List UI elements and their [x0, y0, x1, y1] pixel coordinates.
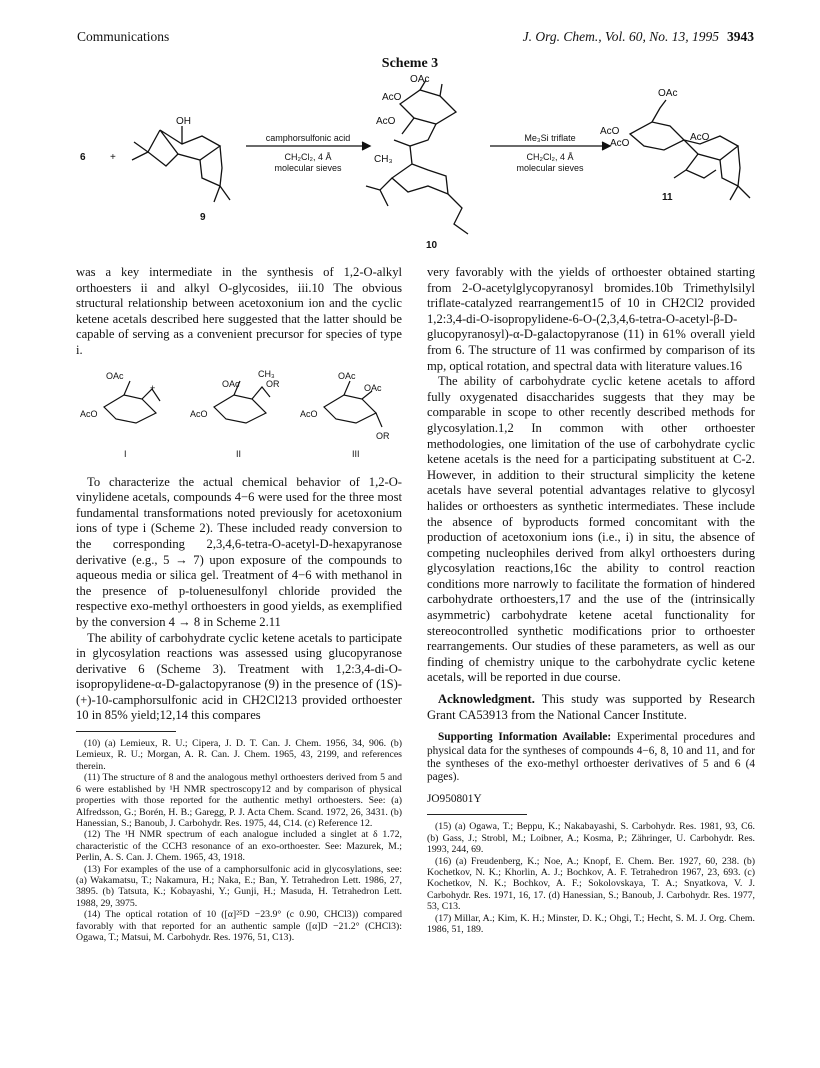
struct-iii-oac2: OAc	[364, 382, 382, 393]
compound-11-structure	[630, 100, 750, 200]
footnote-17: (17) Millar, A.; Kim, K. H.; Minster, D. K.; Ohgi, T.; Hecht, S. M. J. Org. Chem. 1986, 51, 189.	[427, 912, 755, 936]
scheme-ch3-10: CH₃	[374, 154, 393, 165]
ring-ii	[214, 395, 266, 423]
scheme-aco-10b: AcO	[376, 116, 396, 127]
left-paragraph-3: The ability of carbohydrate cyclic ketene acetals to participate in glycosylation reactions was assessed using glucopyranose derivative 6 (Scheme 3). Treatment with 1,2:3,4-di-O-isopropylidene-α-D-galactopyranose (9) in the presence of (1S)-(+)-10-camphorsulfonic acid in CH2Cl213 provided orthoester 10 in 85% yield;12,14 this compares	[76, 630, 402, 723]
scheme-oac-11: OAc	[658, 88, 678, 99]
scheme-aco-10a: AcO	[382, 92, 402, 103]
ring-i	[104, 395, 156, 423]
scheme-label-11: 11	[662, 192, 673, 203]
struct-ii-or: OR	[266, 378, 280, 389]
structures-i-ii-iii	[76, 367, 402, 465]
struct-ii-ch3: CH₃	[258, 368, 275, 379]
running-header-section: Communications	[77, 29, 170, 44]
struct-label-ii: II	[236, 448, 242, 459]
struct-label-iii: III	[352, 448, 360, 459]
footnote-14: (14) The optical rotation of 10 ([α]²⁵D −23.9° (c 0.90, CHCl3)) compared favorably with that reported for an authentic sample ([α]D −21.2° (CHCl3): Ogawa, T.; Matsui, M. Carbohydr. Res. 1976, 51, C13).	[76, 909, 402, 943]
conditions-2a: CH₂Cl₂, 4 Å	[526, 152, 574, 162]
scheme-label-10: 10	[426, 240, 438, 251]
footnote-rule-left	[76, 731, 176, 732]
struct-i-oac: OAc	[106, 370, 124, 381]
scheme-aco-11c: AcO	[690, 132, 710, 143]
page-number: 3943	[727, 29, 754, 44]
right-column	[427, 265, 755, 936]
compound-9-structure	[132, 126, 230, 202]
scheme-aco-11a: AcO	[600, 126, 620, 137]
left-paragraph-2: To characterize the actual chemical behavior of 1,2-O-vinylidene acetals, compounds 4−6 were used for the three most fundamental transformations noted previously for acetoxonium ions of type i (Scheme 2). These included ready conversion to the corresponding 2,3,4,6-tetra-O-acetyl-D-hexapyranose derivative (e.g., 5 → 7) upon exposure of the compounds to aqueous media or silica gel. Treatment of 4−6 with methanol in the presence of p-toluenesulfonyl chloride provided the respective exo-methyl orthoesters in good yields, as exemplified by the conversion 4 → 8 in Scheme 2.11	[76, 474, 402, 629]
supporting-info-text: Experimental procedures and physical data for the syntheses of compounds 4−6, 8, 10 and 11, and for the syntheses of the exo-methyl orthoester derivatives of 5 and 6 (4 pages).	[427, 731, 755, 784]
struct-i-aco: AcO	[80, 408, 98, 419]
reagent-csa: camphorsulfonic acid	[265, 133, 351, 143]
struct-iii-aco: AcO	[300, 408, 318, 419]
conditions-1b: molecular sieves	[274, 163, 342, 173]
struct-iii-oac: OAc	[338, 370, 356, 381]
footnotes-right	[427, 821, 755, 935]
footnote-13: (13) For examples of the use of a camphorsulfonic acid in glycosylations, see: (a) Wakamatsu, T.; Nakamura, H.; Naka, E.; Ban, Y. Tetrahedron Lett. 1986, 27, 3895. (b) Tatsuta, K.; Kobayashi, Y.; Gunji, H.; Masuda, H. Tetrahedron Lett. 1988, 29, 3975.	[76, 863, 402, 909]
footnote-12: (12) The ¹H NMR spectrum of each analogue included a singlet at δ 1.72, characteristic of the CCH3 resonance of an exo-orthoester. See: Mazurek, M.; Perlin, A. S. Can. J. Chem. 1965, 43, 1918.	[76, 829, 402, 864]
conditions-2b: molecular sieves	[516, 163, 584, 173]
struct-ii-oac: OAc	[222, 378, 240, 389]
left-paragraph-1: was a key intermediate in the synthesis of 1,2-O-alkyl orthoesters ii and alkyl O-glycosides, iii.10 The obvious structural relationship between acetoxonium ion and the cyclic ketene acetals described here suggested that the latter should be capable of serving as a convenient precursor for species of type i.	[76, 265, 402, 357]
footnotes-left	[76, 738, 402, 943]
struct-label-i: I	[124, 448, 127, 459]
acknowledgment-text: This study was supported by Research Grant CA53913 from the National Cancer Institute.	[427, 692, 755, 722]
right-paragraph-1: very favorably with the yields of orthoester obtained starting from 2-O-acetylglycopyranosyl bromides.10b Trimethylsilyl triflate-catalyzed rearrangement15 of 10 in CH2Cl2 provided 1,2:3,4-di-O-isopropylidene-6-O-(2,3,4,6-tetra-O-acetyl-β-D-glucopyranosyl)-α-D-galactopyranose (11) in 61% overall yield from 6. The structure of 11 was confirmed by comparison of its mp, optical rotation, and spectral data with literature values.16	[427, 265, 755, 373]
supporting-information	[427, 731, 755, 785]
scheme-label-9: 9	[200, 212, 206, 223]
manuscript-code: JO950801Y	[427, 792, 482, 805]
reagent-tmsotf: Me₃Si triflate	[524, 133, 576, 143]
journal-citation: J. Org. Chem., Vol. 60, No. 13, 1995	[522, 29, 719, 44]
scheme-oac-10: OAc	[410, 74, 430, 85]
scheme-3-figure	[70, 74, 760, 254]
conditions-1a: CH₂Cl₂, 4 Å	[284, 152, 332, 162]
acknowledgment-heading: Acknowledgment.	[438, 692, 535, 707]
footnote-15: (15) (a) Ogawa, T.; Beppu, K.; Nakabayashi, S. Carbohydr. Res. 1981, 93, C6. (b) Gass, J.; Strobl, M.; Loibner, A.; Kosma, P.; Zähringer, U. Carbohydr. Res. 1993, 244, 69.	[427, 821, 755, 856]
scheme-title: Scheme 3	[381, 56, 439, 71]
left-column	[76, 265, 402, 943]
scheme-oh: OH	[176, 116, 191, 127]
footnote-rule-right	[427, 814, 527, 815]
scheme-plus: +	[110, 152, 116, 163]
ring-iii	[324, 395, 376, 423]
running-header-journal	[523, 29, 754, 45]
scheme-label-6: 6	[80, 152, 86, 163]
acknowledgment	[427, 692, 755, 723]
struct-ii-aco: AcO	[190, 408, 208, 419]
scheme-aco-11b: AcO	[610, 138, 630, 149]
struct-iii-or: OR	[376, 430, 390, 441]
supporting-info-heading: Supporting Information Available:	[438, 731, 612, 744]
footnote-10: (10) (a) Lemieux, R. U.; Cipera, J. D. T. Can. J. Chem. 1956, 34, 906. (b) Lemieux, R. U.; Morgan, A. R. Can. J. Chem. 1965, 43, 2199, and references therein.	[76, 738, 402, 772]
footnote-16: (16) (a) Freudenberg, K.; Noe, A.; Knopf, E. Chem. Ber. 1927, 60, 238. (b) Kochetkov, N. K.; Khorlin, A. J.; Bochkov, A. F. Tetrahedron 1967, 23, 693. (c) Kochetkov, N. K.; Bochkov, A. F.; Sokolovskaya, T. A.; Snyatkova, V. J. Carbohydr. Res. 1971, 16, 17. (d) Hanessian, S.; Banoub, J. Carbohydr. Res. 1977, 53, C13.	[427, 855, 755, 913]
struct-i-plus: +	[150, 382, 156, 393]
right-paragraph-2: The ability of carbohydrate cyclic ketene acetals to afford fully oxygenated disaccharides suggests that they may be comparable in scope to other recently described methods for glycosylation.1,2 In common with other orthoester methodologies, one limitation of the use of carbohydrate cyclic ketene acetals is the need for a participating substituent at C-2. However, in addition to their structural simplicity the ketene acetals have several potential advantages relative to glycosyl halides or orthoesters as synthetic intermediates. These include the absence of byproducts formed concomitant with the production of acetoxonium ions (i.e., i) in situ, the absence of competing nucleophiles derived from alkyl orthoesters during glycosylation reactions,16c the ability to control reaction conditions more narrowly to facilitate the formation of hindered carbohydrate orthoesters,17 and the use of the (intrinsically asymmetric) carbohydrate ketene acetal functionality for stereocontrolled synthetic modifications prior to orthoester rearrangements. Our studies of these parameters, as well as our finding of chemistry unique to the carbohydrate cyclic ketene acetals, will be reported in due course.	[427, 374, 755, 685]
footnote-11: (11) The structure of 8 and the analogous methyl orthoesters derived from 5 and 6 were established by ¹H NMR spectroscopy12 and by comparison of physical properties with those reported for the authentic methyl orthoesters. See: (a) Alfredsson, G.; Borén, H. B.; Garegg, P. J. Acta Chem. Scand. 1972, 26, 3431. (b) Hanessian, S.; Banoub, J. Carbohydr. Res. 1975, 44, C14. (c) Reference 12.	[76, 772, 402, 829]
